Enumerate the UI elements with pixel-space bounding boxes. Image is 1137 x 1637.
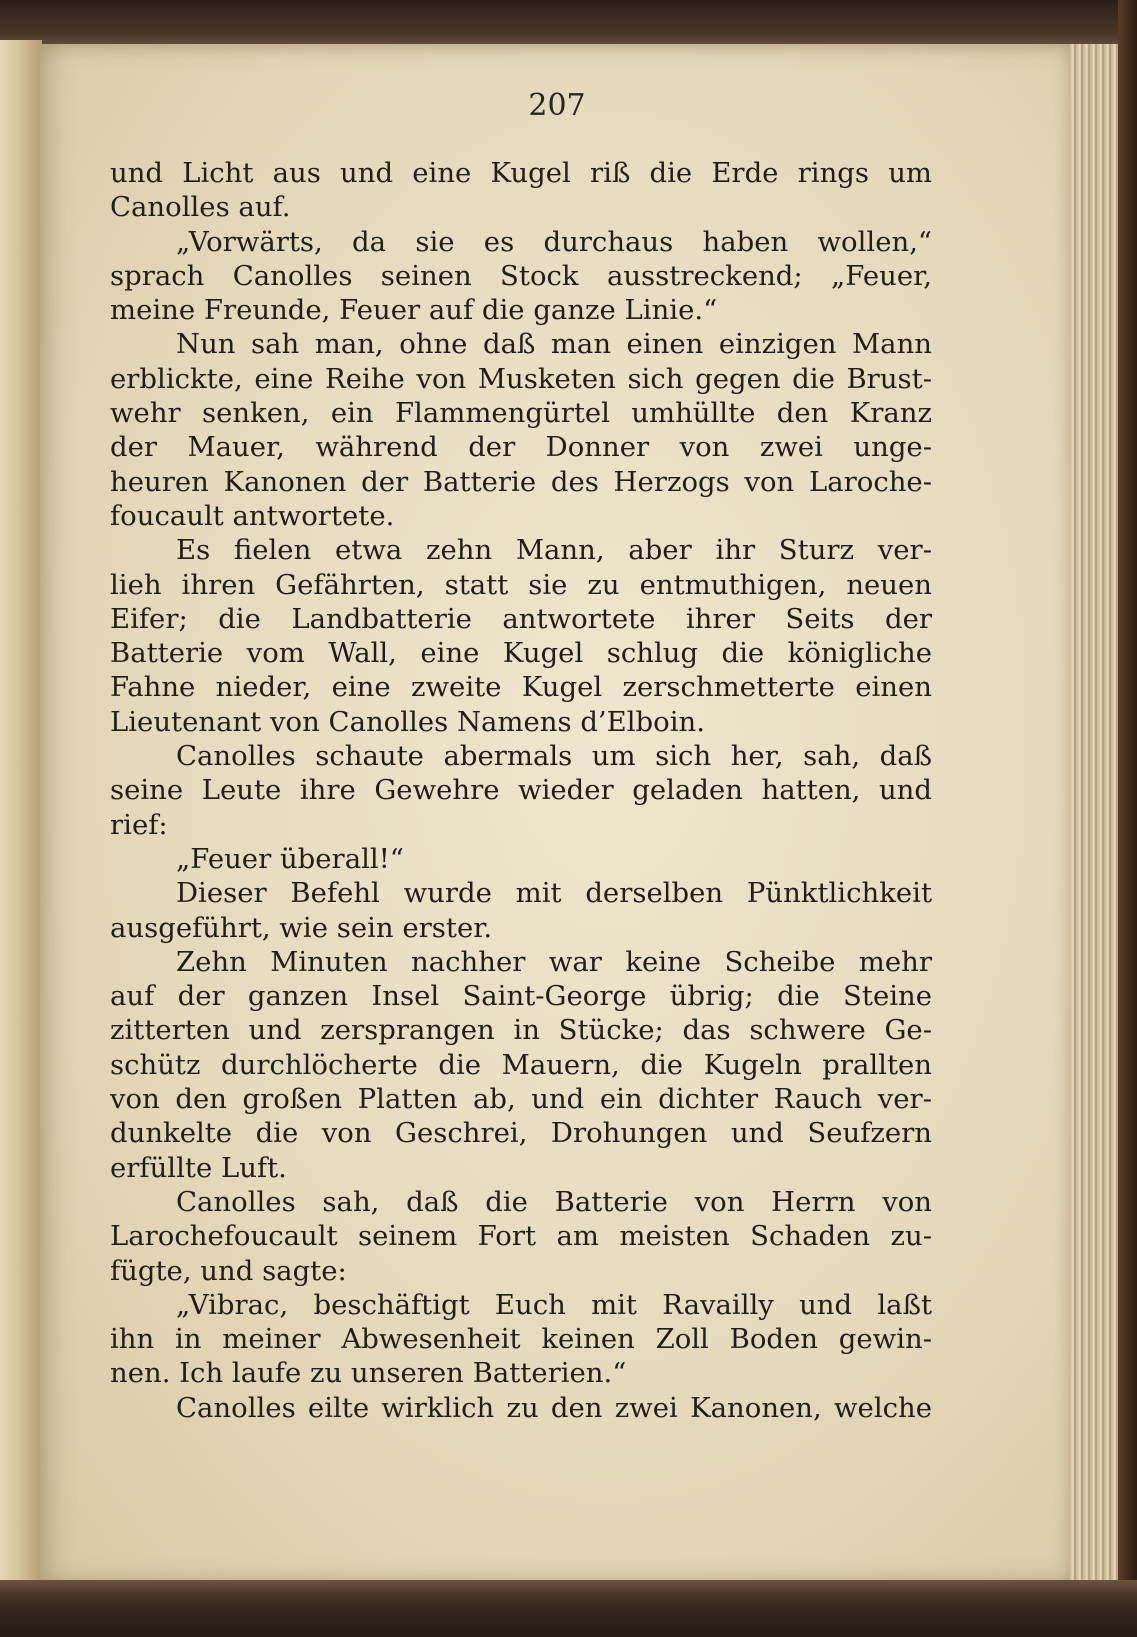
- text-line: seine Leute ihre Gewehre wieder geladen hatten, und: [110, 774, 932, 807]
- text-line: heuren Kanonen der Batterie des Herzogs von Laroche-: [110, 465, 932, 498]
- text-line: Larochefoucault seinem Fort am meisten Schaden zu-: [110, 1220, 932, 1253]
- text-line: Nun sah man, ohne daß man einen einzigen Mann: [176, 328, 932, 361]
- text-line: erblickte, eine Reihe von Musketen sich gegen die Brust-: [110, 362, 932, 395]
- text-line: Eifer; die Landbatterie antwortete ihrer Seits der: [110, 602, 932, 635]
- text-line: Es fielen etwa zehn Mann, aber ihr Sturz ver-: [176, 534, 932, 567]
- text-line: schütz durchlöcherte die Mauern, die Kugeln prallten: [110, 1048, 932, 1081]
- text-line: wehr senken, ein Flammengürtel umhüllte den Kranz: [110, 397, 932, 430]
- text-line: Batterie vom Wall, eine Kugel schlug die königliche: [110, 637, 932, 670]
- text-line: nen. Ich laufe zu unseren Batterien.“: [110, 1357, 627, 1390]
- text-line: erfüllte Luft.: [110, 1151, 287, 1184]
- text-line: Canolles auf.: [110, 191, 291, 224]
- text-line: fügte, und sagte:: [110, 1254, 347, 1287]
- text-line: Canolles schaute abermals um sich her, sah, daß: [176, 740, 932, 773]
- text-line: und Licht aus und eine Kugel riß die Erde rings um: [110, 157, 932, 189]
- text-line: auf der ganzen Insel Saint-George übrig; die Steine: [110, 980, 932, 1013]
- text-line: Lieutenant von Canolles Namens d’Elboin.: [110, 705, 705, 738]
- text-line: der Mauer, während der Donner von zwei unge-: [110, 431, 932, 464]
- text-line: foucault antwortete.: [110, 499, 395, 532]
- book-cover-bottom: [0, 1580, 1137, 1637]
- book-cover-right: [1118, 0, 1137, 1637]
- text-line: Dieser Befehl wurde mit derselben Pünktlichkeit: [176, 877, 932, 910]
- page-number: 207: [528, 88, 586, 123]
- page-text: [110, 156, 932, 1425]
- text-line: Canolles eilte wirklich zu den zwei Kanonen, welche: [176, 1391, 932, 1424]
- book-gutter: [0, 40, 42, 1590]
- text-line: Fahne nieder, eine zweite Kugel zerschmetterte einen: [110, 671, 932, 704]
- book-cover-top: [0, 0, 1137, 48]
- text-line: „Vorwärts, da sie es durchaus haben wollen,“: [176, 225, 932, 258]
- text-line: Canolles sah, daß die Batterie von Herrn von: [176, 1185, 932, 1218]
- text-line: von den großen Platten ab, und ein dichter Rauch ver-: [110, 1083, 932, 1116]
- text-line: „Vibrac, beschäftigt Euch mit Ravailly und laßt: [176, 1288, 932, 1321]
- text-line: „Feuer überall!“: [176, 842, 404, 875]
- text-line: Zehn Minuten nachher war keine Scheibe mehr: [176, 945, 932, 978]
- text-line: rief:: [110, 808, 168, 841]
- book-page: [40, 44, 1074, 1584]
- text-line: dunkelte die von Geschrei, Drohungen und Seufzern: [110, 1117, 932, 1150]
- text-line: ausgeführt, wie sein erster.: [110, 911, 493, 944]
- text-line: sprach Canolles seinen Stock ausstreckend; „Feuer,: [110, 259, 932, 292]
- text-line: zitterten und zersprangen in Stücke; das schwere Ge-: [110, 1014, 932, 1047]
- text-line: ihn in meiner Abwesenheit keinen Zoll Boden gewin-: [110, 1323, 932, 1356]
- text-line: lieh ihren Gefährten, statt sie zu entmuthigen, neuen: [110, 568, 932, 601]
- text-line: meine Freunde, Feuer auf die ganze Linie.“: [110, 294, 718, 327]
- page-edges: [1070, 44, 1120, 1584]
